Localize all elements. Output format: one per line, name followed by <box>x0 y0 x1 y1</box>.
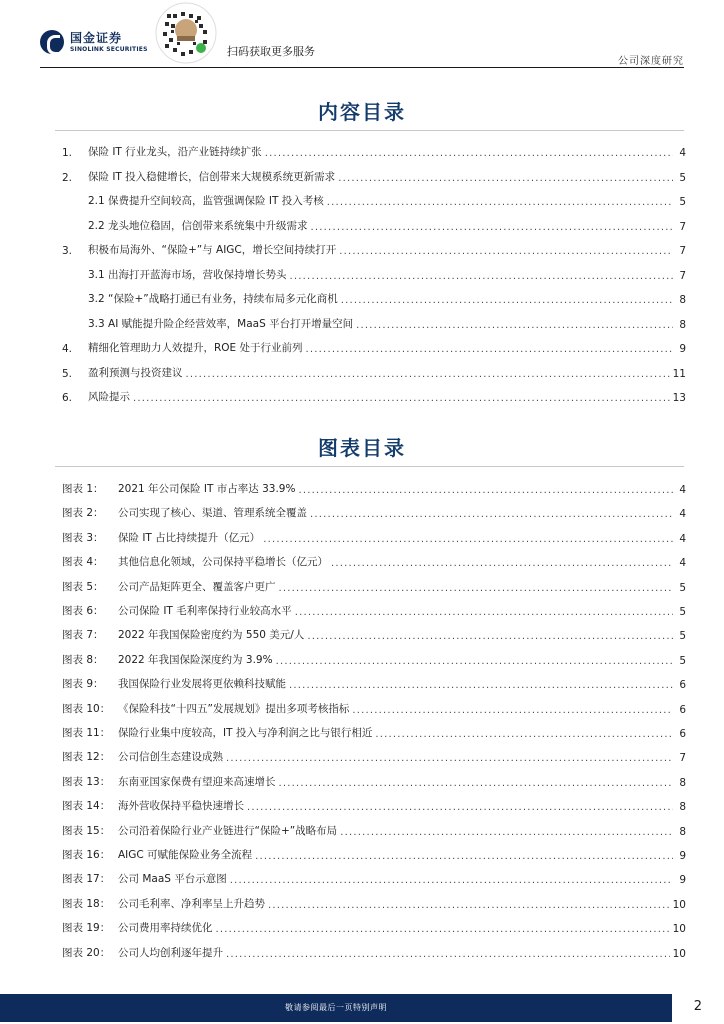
toc-entry-number: 图表 4： <box>62 556 104 569</box>
toc-entry-title: 2.1 保费提升空间较高，监管强调保险 IT 投入考核 <box>88 195 324 207</box>
toc-entry-page: 5 <box>679 606 686 618</box>
toc-entry[interactable] <box>62 600 686 618</box>
toc-entry-title: 我国保险行业发展将更依赖科技赋能 <box>118 678 286 691</box>
toc-entry-page: 5 <box>679 196 686 208</box>
toc-entry-page: 9 <box>679 343 686 355</box>
toc-leader-dots <box>247 799 673 813</box>
toc-leader-dots <box>276 653 673 667</box>
header-divider <box>40 67 684 68</box>
toc-entry[interactable] <box>62 844 686 862</box>
toc-entry[interactable] <box>88 288 686 306</box>
toc-entry-page: 5 <box>679 171 686 184</box>
toc-entry-number: 图表 11： <box>62 727 111 739</box>
toc-entry[interactable] <box>62 239 686 257</box>
toc-leader-dots <box>226 750 673 764</box>
toc-entry[interactable] <box>62 698 686 716</box>
toc-entry-page: 6 <box>679 679 686 692</box>
toc-leader-dots <box>279 580 674 594</box>
toc-leader-dots <box>338 170 673 184</box>
toc-entry-page: 11 <box>672 367 686 380</box>
toc-leader-dots <box>186 366 670 380</box>
toc-entry[interactable] <box>62 771 686 789</box>
toc-leader-dots <box>327 194 673 208</box>
toc-leader-dots <box>356 317 673 331</box>
toc-leader-dots <box>289 677 673 691</box>
toc-leader-dots <box>133 390 670 404</box>
toc-entry-number: 图表 1： <box>62 483 104 495</box>
figures-divider <box>55 466 684 467</box>
toc-entry-title: 3.2 “保险+”战略打通已有业务，持续布局多元化商机 <box>88 293 338 305</box>
toc-entry[interactable] <box>62 502 686 520</box>
toc-entry[interactable] <box>88 264 686 282</box>
toc-entry-title: 公司保险 IT 毛利率保持行业较高水平 <box>118 605 292 617</box>
toc-entry-number: 图表 5： <box>62 580 104 593</box>
toc-entry[interactable] <box>88 190 686 208</box>
toc-entry[interactable] <box>62 893 686 911</box>
toc-leader-dots <box>226 946 670 960</box>
toc-entry-number: 图表 18： <box>62 897 111 910</box>
toc-entry[interactable] <box>62 649 686 667</box>
toc-entry-title: 保险 IT 投入稳健增长，信创带来大规模系统更新需求 <box>88 170 336 183</box>
footer-disclaimer: 敬请参阅最后一页特别声明 <box>285 1003 387 1012</box>
toc-entry-number: 图表 13： <box>62 775 111 788</box>
toc-entry-number: 图表 2： <box>62 507 104 520</box>
toc-entry-title: 公司沿着保险行业产业链进行“保险+”战略布局 <box>118 824 338 837</box>
toc-entry-number: 图表 6： <box>62 605 104 617</box>
toc-entry[interactable] <box>62 746 686 764</box>
toc-leader-dots <box>216 921 670 935</box>
toc-leader-dots <box>263 531 673 545</box>
qr-caption: 扫码获取更多服务 <box>227 45 315 58</box>
toc-entry-title: 2021 年公司保险 IT 市占率达 33.9% <box>118 483 296 495</box>
toc-entry-title: 2022 年我国保险深度约为 3.9% <box>118 653 273 666</box>
toc-entry-page: 8 <box>679 825 686 838</box>
toc-entry-title: 公司费用率持续优化 <box>118 922 213 935</box>
toc-leader-dots <box>340 824 673 838</box>
toc-entry-page: 6 <box>679 728 686 740</box>
toc-entry-page: 10 <box>672 947 686 960</box>
toc-entry[interactable] <box>62 362 686 380</box>
toc-entry[interactable] <box>62 478 686 496</box>
toc-entry-title: 《保险科技“十四五”发展规划》提出多项考核指标 <box>118 702 350 715</box>
contents-title: 内容目录 <box>318 100 406 124</box>
toc-entry-number: 图表 12： <box>62 751 111 764</box>
toc-entry-title: AIGC 可赋能保险业务全流程 <box>118 849 253 861</box>
toc-entry[interactable] <box>62 551 686 569</box>
sinolink-logo-icon <box>40 30 64 54</box>
toc-entry[interactable] <box>62 386 686 404</box>
toc-entry-number: 3. <box>62 245 73 257</box>
toc-entry-page: 8 <box>679 318 686 331</box>
toc-entry-title: 保险 IT 占比持续提升（亿元） <box>118 531 261 544</box>
toc-entry-title: 2.2 龙头地位稳固，信创带来系统集中升级需求 <box>88 219 308 232</box>
toc-entry-page: 4 <box>679 484 686 496</box>
sinolink-logo <box>40 30 148 54</box>
toc-entry[interactable] <box>88 313 686 331</box>
toc-entry-page: 13 <box>672 392 686 404</box>
toc-entry-number: 图表 9： <box>62 678 104 691</box>
toc-leader-dots <box>230 872 673 886</box>
toc-entry-title: 公司 MaaS 平台示意图 <box>118 873 227 886</box>
toc-entry-number: 图表 19： <box>62 922 111 935</box>
toc-entry-number: 图表 17： <box>62 873 111 886</box>
toc-entry-number: 6. <box>62 392 73 404</box>
toc-entry-number: 5. <box>62 367 73 380</box>
toc-leader-dots <box>352 702 673 716</box>
toc-entry-title: 盈利预测与投资建议 <box>88 366 183 379</box>
toc-entry-page: 7 <box>679 220 686 233</box>
toc-entry-number: 图表 8： <box>62 653 104 666</box>
toc-entry-number: 图表 7： <box>62 629 104 642</box>
toc-entry-page: 7 <box>679 245 686 257</box>
toc-entry-number: 4. <box>62 343 73 355</box>
toc-entry-number: 图表 3： <box>62 531 104 544</box>
toc-entry[interactable] <box>62 166 686 184</box>
toc-entry-title: 公司毛利率、净利率呈上升趋势 <box>118 897 265 910</box>
toc-entry-page: 8 <box>679 294 686 306</box>
toc-entry-number: 图表 20： <box>62 946 111 959</box>
page-number: 2 <box>693 999 702 1014</box>
toc-entry-page: 9 <box>679 874 686 887</box>
toc-entry-number: 2. <box>62 171 73 184</box>
toc-entry-page: 4 <box>679 147 686 159</box>
toc-entry-page: 4 <box>679 532 686 545</box>
toc-entry-page: 4 <box>679 557 686 570</box>
toc-entry-number: 图表 15： <box>62 824 111 837</box>
toc-leader-dots <box>268 897 670 911</box>
toc-entry[interactable] <box>62 868 686 886</box>
toc-entry-title: 精细化管理助力人效提升，ROE 处于行业前列 <box>88 342 303 354</box>
toc-leader-dots <box>295 604 673 618</box>
toc-entry[interactable] <box>62 624 686 642</box>
toc-leader-dots <box>341 292 673 306</box>
toc-entry-page: 8 <box>679 776 686 789</box>
toc-entry-page: 7 <box>679 269 686 282</box>
toc-entry[interactable] <box>62 795 686 813</box>
toc-entry-title: 海外营收保持平稳快速增长 <box>118 800 244 813</box>
toc-entry[interactable] <box>62 722 686 740</box>
toc-entry-number: 图表 14： <box>62 800 111 813</box>
toc-entry-number: 图表 10： <box>62 702 111 715</box>
toc-leader-dots <box>307 628 673 642</box>
toc-entry[interactable] <box>62 141 686 159</box>
toc-entry-title: 3.3 AI 赋能提升险企经营效率，MaaS 平台打开增量空间 <box>88 317 354 330</box>
toc-entry[interactable] <box>62 337 686 355</box>
toc-entry-page: 5 <box>679 630 686 643</box>
toc-leader-dots <box>331 555 673 569</box>
toc-entry[interactable] <box>62 917 686 935</box>
toc-leader-dots <box>255 848 673 862</box>
figures-title: 图表目录 <box>318 436 406 460</box>
toc-entry-title: 公司实现了核心、渠道、管理系统全覆盖 <box>118 507 307 520</box>
toc-entry-title: 2022 年我国保险密度约为 550 美元/人 <box>118 629 305 642</box>
toc-leader-dots <box>290 268 673 282</box>
toc-entry-title: 公司人均创利逐年提升 <box>118 946 223 959</box>
page-header <box>0 0 724 68</box>
toc-entry-page: 5 <box>679 581 686 594</box>
toc-entry[interactable] <box>88 215 686 233</box>
toc-entry-title: 公司产品矩阵更全、覆盖客户更广 <box>118 580 276 593</box>
toc-entry-title: 3.1 出海打开蓝海市场，营收保持增长势头 <box>88 268 287 281</box>
contents-divider <box>55 130 684 131</box>
toc-entry[interactable] <box>62 673 686 691</box>
toc-entry[interactable] <box>62 576 686 594</box>
toc-entry-title: 风险提示 <box>88 391 130 403</box>
toc-entry-number: 1. <box>62 147 73 159</box>
toc-entry-number: 图表 16： <box>62 849 111 861</box>
toc-entry-title: 其他信息化领域，公司保持平稳增长（亿元） <box>118 556 328 569</box>
toc-leader-dots <box>311 219 673 233</box>
toc-leader-dots <box>298 482 673 496</box>
toc-entry-page: 4 <box>679 508 686 521</box>
toc-leader-dots <box>306 341 673 355</box>
report-type-label: 公司深度研究 <box>618 56 684 67</box>
toc-leader-dots <box>375 726 673 740</box>
toc-entry-title: 东南亚国家保费有望迎来高速增长 <box>118 775 276 788</box>
toc-entry-page: 5 <box>679 654 686 667</box>
toc-entry-page: 10 <box>672 923 686 936</box>
toc-entry[interactable] <box>62 527 686 545</box>
toc-entry[interactable] <box>62 942 686 960</box>
toc-entry-page: 10 <box>672 898 686 911</box>
toc-entry-title: 公司信创生态建设成熟 <box>118 751 223 764</box>
qr-code-icon[interactable] <box>155 2 217 64</box>
logo-english-name: SINOLINK SECURITIES <box>70 45 148 53</box>
toc-entry-title: 积极布局海外、“保险+”与 AIGC，增长空间持续打开 <box>88 244 337 256</box>
logo-chinese-name: 国金证券 <box>70 30 123 45</box>
toc-leader-dots <box>265 145 673 159</box>
toc-leader-dots <box>279 775 674 789</box>
toc-entry-title: 保险 IT 行业龙头，沿产业链持续扩张 <box>88 146 262 158</box>
toc-entry-page: 9 <box>679 850 686 862</box>
toc-entry-page: 7 <box>679 752 686 765</box>
toc-leader-dots <box>310 506 673 520</box>
toc-entry-page: 6 <box>679 703 686 716</box>
toc-leader-dots <box>339 243 673 257</box>
toc-entry-title: 保险行业集中度较高，IT 投入与净利润之比与银行相近 <box>118 727 373 739</box>
toc-entry[interactable] <box>62 820 686 838</box>
toc-entry-page: 8 <box>679 801 686 814</box>
